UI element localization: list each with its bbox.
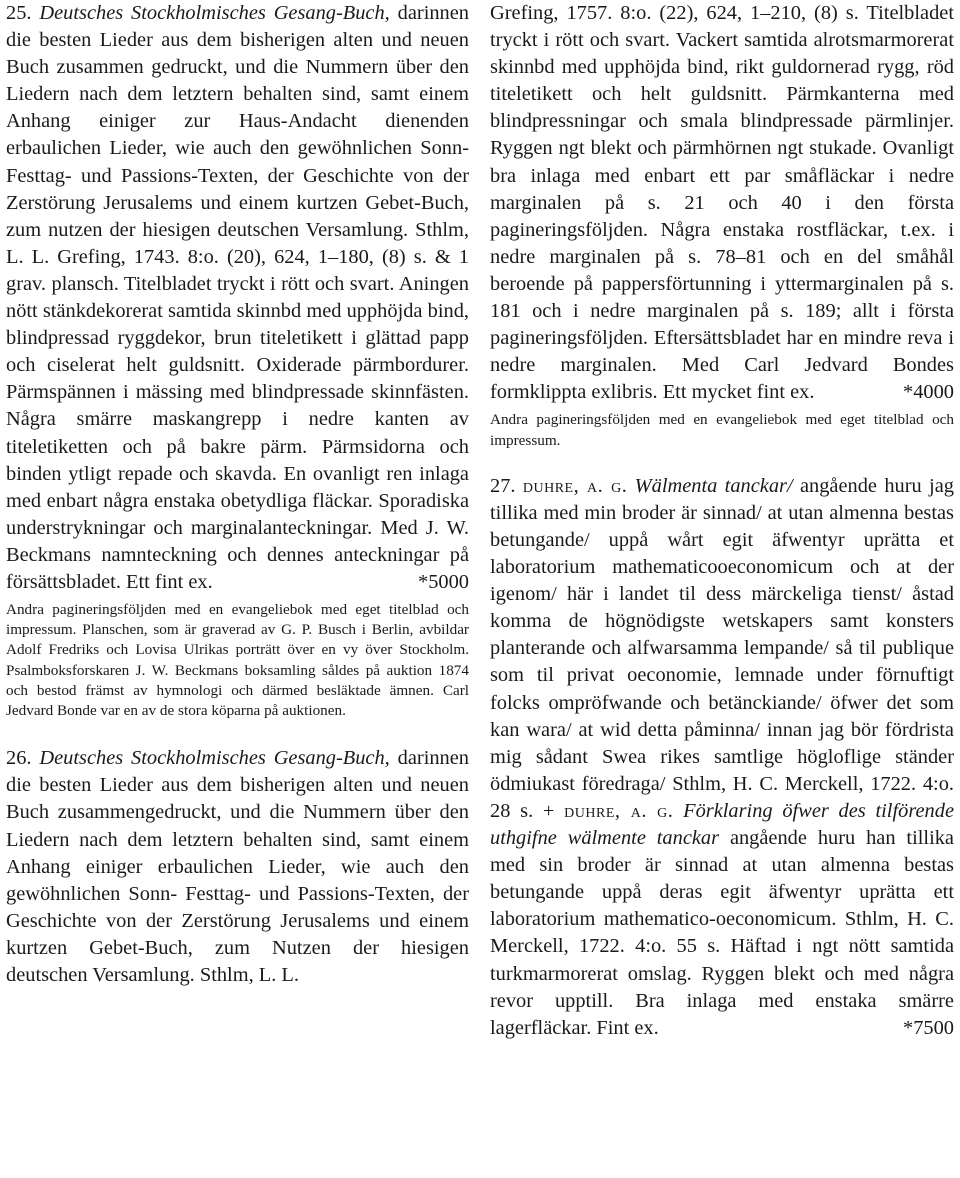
entry-description: angående huru jag tillika med min broder är sinnad/ at utan almenna bestas betungande/ uppå wårt egit äfwentyr uprätta et laboratorium mathematicooeconomicum och at der igenom/ här i landet til dess märckeliga tienst/ åstad komma de högnödigste wetskapers samt konsters planterande och alfwarsamma lempande/ så til publique som til privat oeconomie, lemnade under förnuftigt folcks ompröfwande och betänckiande/ öfwer det som kan wara/ at wid detta påminna/ innan jag bör fördrista mig sådant Swea rikes samtlige högloflige ständer ödmiukast föredraga/ Sthlm, H. C. Merckell, 1722. 4:o. 28 s. + <box>490 474 954 822</box>
entry-number: 25. <box>6 2 32 24</box>
entry-description: darinnen die besten Lieder aus dem bisherigen alten und neuen Buch zusammen gedruckt, und die Nummern über den Liedern nach dem letztern behalten sind, samt einem Anhang einiger zur Haus-Andacht dienenden erbaulichen Lieder, wie auch den gewöhnlichen Sonn-Festtag- und Passions-Texten, der Geschichte von der Zerstörung Jerusalems und einem kurtzen Gebet-Buch, zum nutzen der hiesigen deutschen Versamlung. Sthlm, L. L. Grefing, 1743. 8:o. (20), 624, 1–180, (8) s. & 1 grav. plansch. Titelbladet tryckt i rött och svart. Aningen nött stänkdekorerat samtida skinnbd med upphöjda bind, blindpressad ryggdekor, brun titeletikett i glättad papp och ciselerat helt guldsnitt. Oxiderade pärmbordurer. Pärmspännen i mässing med blindpressade skinnfästen. Några smärre maskangrepp i nedre kanten av titeletiketten och på bakre pärm. Pärmsidorna och binden ytligt repade och skavda. En ovanligt ren inlaga med enbart några enstaka obetydliga fläckar. Sporadiska understrykningar och marginalanteckningar. Med J. W. Beckmans namnteckning och dennes anteckningar på försättsbladet. Ett fint ex. <box>6 2 469 593</box>
entry-27 <box>490 473 954 1042</box>
entry-price: *7500 <box>903 1016 954 1039</box>
entry-title: Deutsches Stockholmisches Gesang-Buch, <box>39 2 390 24</box>
entry-gap <box>490 451 954 473</box>
entry-number: 27. <box>490 474 516 497</box>
entry-title-second: Förklaring öfwer des tilförende uthgifne wälmente tanckar <box>490 799 954 850</box>
entry-description: darinnen die besten Lieder aus dem bisherigen alten und neuen Buch zusammengedruckt, und die Nummern über den Liedern nach dem letztern behalten sind, samt einem Anhang einiger erbaulichen Lieder, wie auch den gewöhnlichen Sonn- Festtag- und Passions-Texten, der Geschichte von der Zerstörung Jerusalems und einem kurtzen Gebet-Buch, zum Nutzen der hiesigen deutschen Versamlung. Sthlm, L. L. <box>6 747 469 987</box>
entry-description-continued: Grefing, 1757. 8:o. (22), 624, 1–210, (8) s. Titelbladet tryckt i rött och svart. Vackert samtida alrotsmarmorerat skinnbd med upphöjda bind, rikt guldornerad rygg, röd titeletikett och helt guldsnitt. Pärmkanterna med blindpressningar och smala blindpressade pärmlinjer. Ryggen ngt blekt och pärmhörnen ngt stukade. Ovanligt bra inlaga med enbart ett par småfläckar i nedre marginalen på s. 21 och 40 i den första pagineringsföljden. Några enstaka rostfläckar, t.ex. i nedre marginalen på s. 78–81 och en del småhål beroende på pappersförtunning i yttermarginalen på s. 181 och i nedre marginalen på s. 189; allt i första pagineringsföljden. Eftersättsbladet har en mindre reva i nedre marginalen. Med Carl Jedvard Bondes formklippta exlibris. Ett mycket fint ex. <box>490 2 954 404</box>
entry-price: *5000 <box>418 570 469 593</box>
entry-25 <box>6 0 469 596</box>
entry-number: 26. <box>6 747 32 770</box>
entry-gap <box>6 721 469 745</box>
entry-price: *4000 <box>903 381 954 404</box>
entry-author-second: duhre, a. g. <box>564 799 674 822</box>
entry-title: Deutsches Stockholmisches Gesang-Buch, <box>39 747 390 770</box>
entry-author: duhre, a. g. <box>522 474 628 497</box>
right-column <box>490 0 954 1042</box>
entry-note: Andra pagineringsföljden med en evangeliebok med eget titelblad och impressum. <box>490 411 954 449</box>
entry-26 <box>6 745 469 989</box>
entry-note: Andra pagineringsföljden med en evangeliebok med eget titelblad och impressum. Planschen, som är graverad av G. P. Busch i Berlin, avbildar Adolf Fredriks och Lovisa Ulrikas porträtt över en vy över Stockholm. Psalmboksforskaren J. W. Beckmans boksamling såldes på auktion 1874 och bestod främst av hymnologi och därmed besläktade ämnen. Carl Jedvard Bonde var en av de stora köparna på auktionen. <box>6 601 469 720</box>
entry-title: Wälmenta tanckar/ <box>634 474 793 497</box>
left-column <box>6 0 469 989</box>
entry-26-continued <box>490 0 954 406</box>
entry-description-second: angående huru han tillika med sin broder är sinnad at utan almenna bestas betungande uppå deras egit äfwentyr uprätta ett laboratorium mathematico-oeconomicum. Sthlm, H. C. Merckell, 1722. 4:o. 55 s. Häftad i ngt nött samtida turkmarmorerat omslag. Ryggen blekt och med några revor upptill. Bra inlaga med enstaka smärre lagerfläckar. Fint ex. <box>490 827 954 1039</box>
